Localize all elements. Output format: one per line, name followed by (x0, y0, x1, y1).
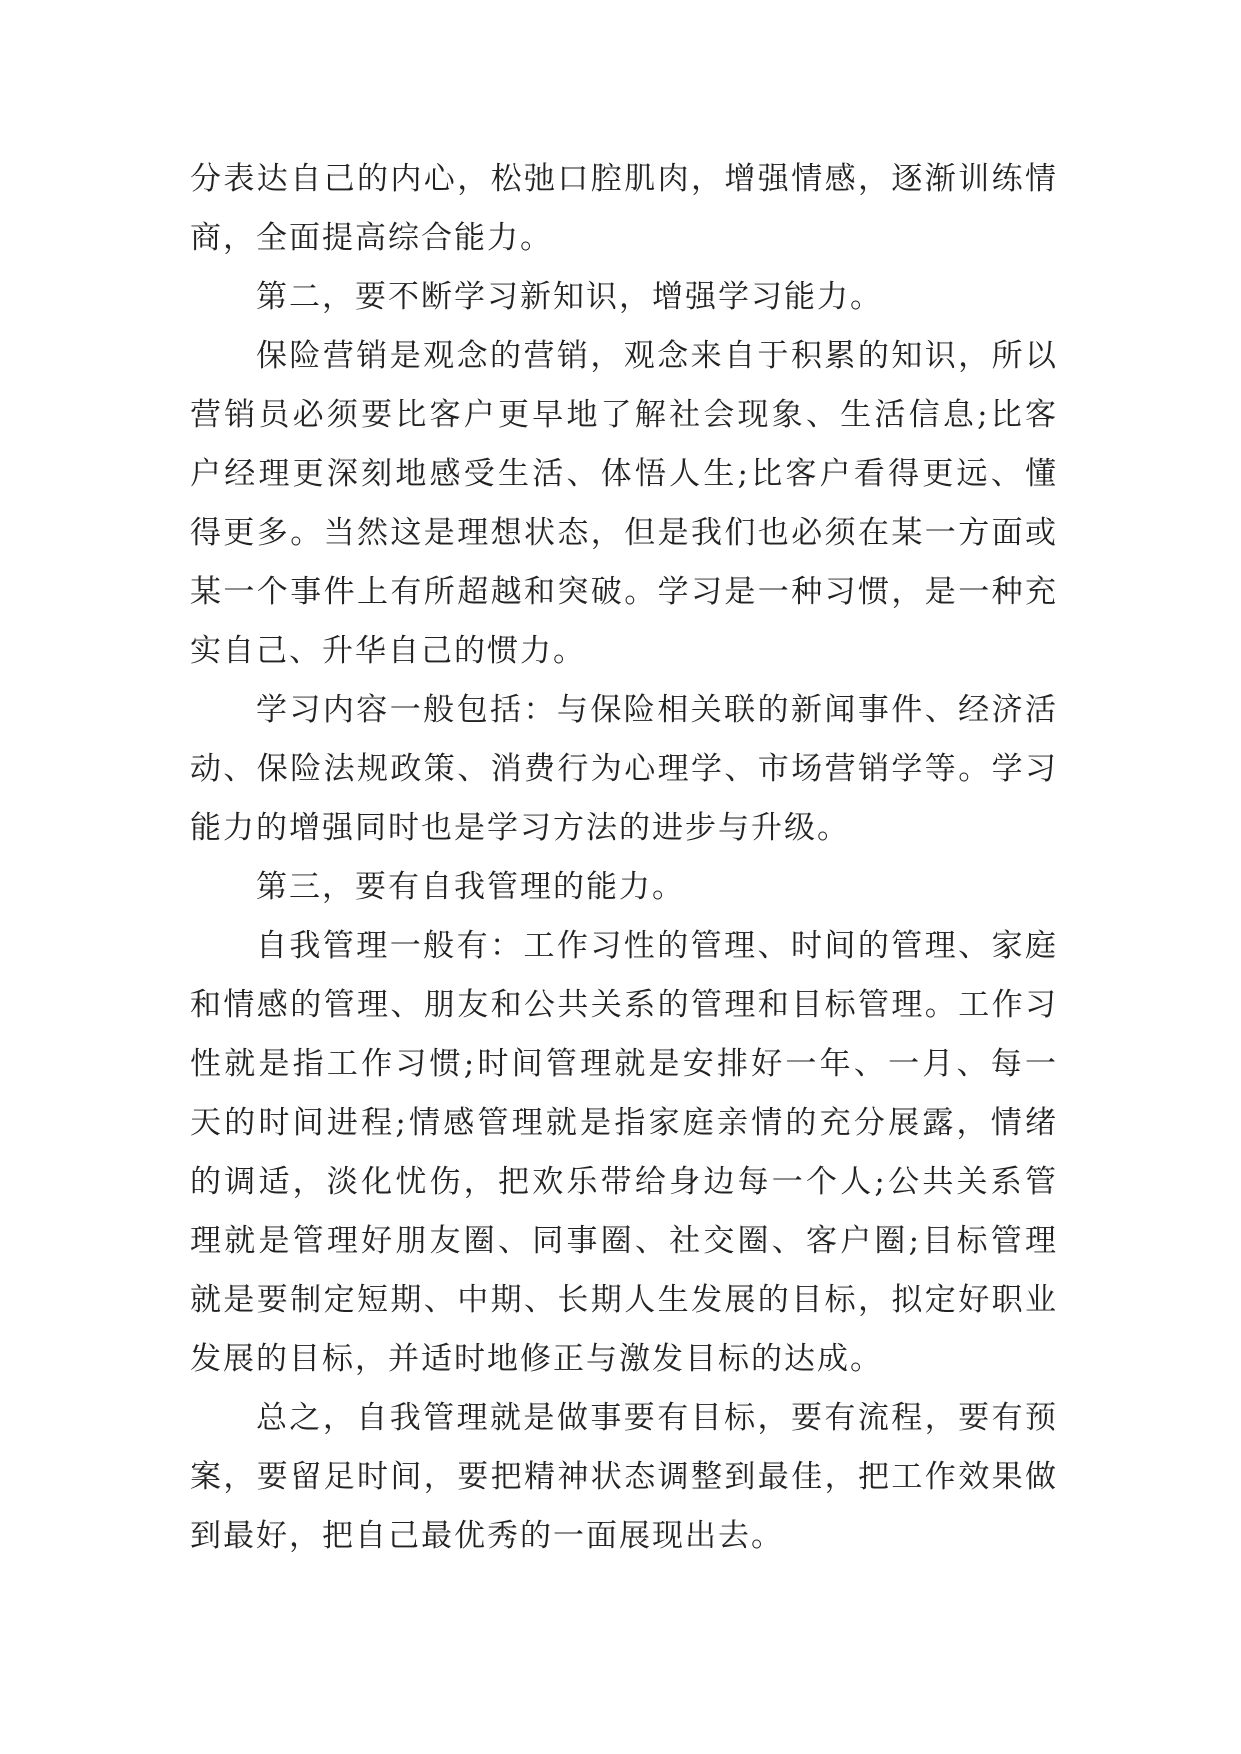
paragraph-learning-content: 学习内容一般包括：与保险相关联的新闻事件、经济活动、保险法规政策、消费行为心理学、市场营销学等。学习能力的增强同时也是学习方法的进步与升级。 (190, 692, 1058, 846)
paragraph-summary: 总之，自我管理就是做事要有目标，要有流程，要有预案，要留足时间，要把精神状态调整到最佳，把工作效果做到最好，把自己最优秀的一面展现出去。 (190, 1400, 1058, 1554)
paragraph-marketing-concept: 保险营销是观念的营销，观念来自于积累的知识，所以营销员必须要比客户更早地了解社会现象、生活信息;比客户经理更深刻地感受生活、体悟人生;比客户看得更远、懂得更多。当然这是理想状态，但是我们也必须在某一方面或某一个事件上有所超越和突破。学习是一种习惯，是一种充实自己、升华自己的惯力。 (190, 338, 1058, 669)
paragraph-self-management: 自我管理一般有：工作习性的管理、时间的管理、家庭和情感的管理、朋友和公共关系的管理和目标管理。工作习性就是指工作习惯;时间管理就是安排好一年、一月、每一天的时间进程;情感管理就是指家庭亲情的充分展露，情绪的调适，淡化忧伤，把欢乐带给身边每一个人;公共关系管理就是管理好朋友圈、同事圈、社交圈、客户圈;目标管理就是要制定短期、中期、长期人生发展的目标，拟定好职业发展的目标，并适时地修正与激发目标的达成。 (190, 928, 1058, 1377)
section-heading-second: 第二，要不断学习新知识，增强学习能力。 (256, 279, 883, 315)
section-heading-third: 第三，要有自我管理的能力。 (256, 869, 685, 905)
paragraph-continuation: 分表达自己的内心，松弛口腔肌肉，增强情感，逐渐训练情商，全面提高综合能力。 (190, 161, 1058, 256)
document-body (190, 150, 1058, 1566)
